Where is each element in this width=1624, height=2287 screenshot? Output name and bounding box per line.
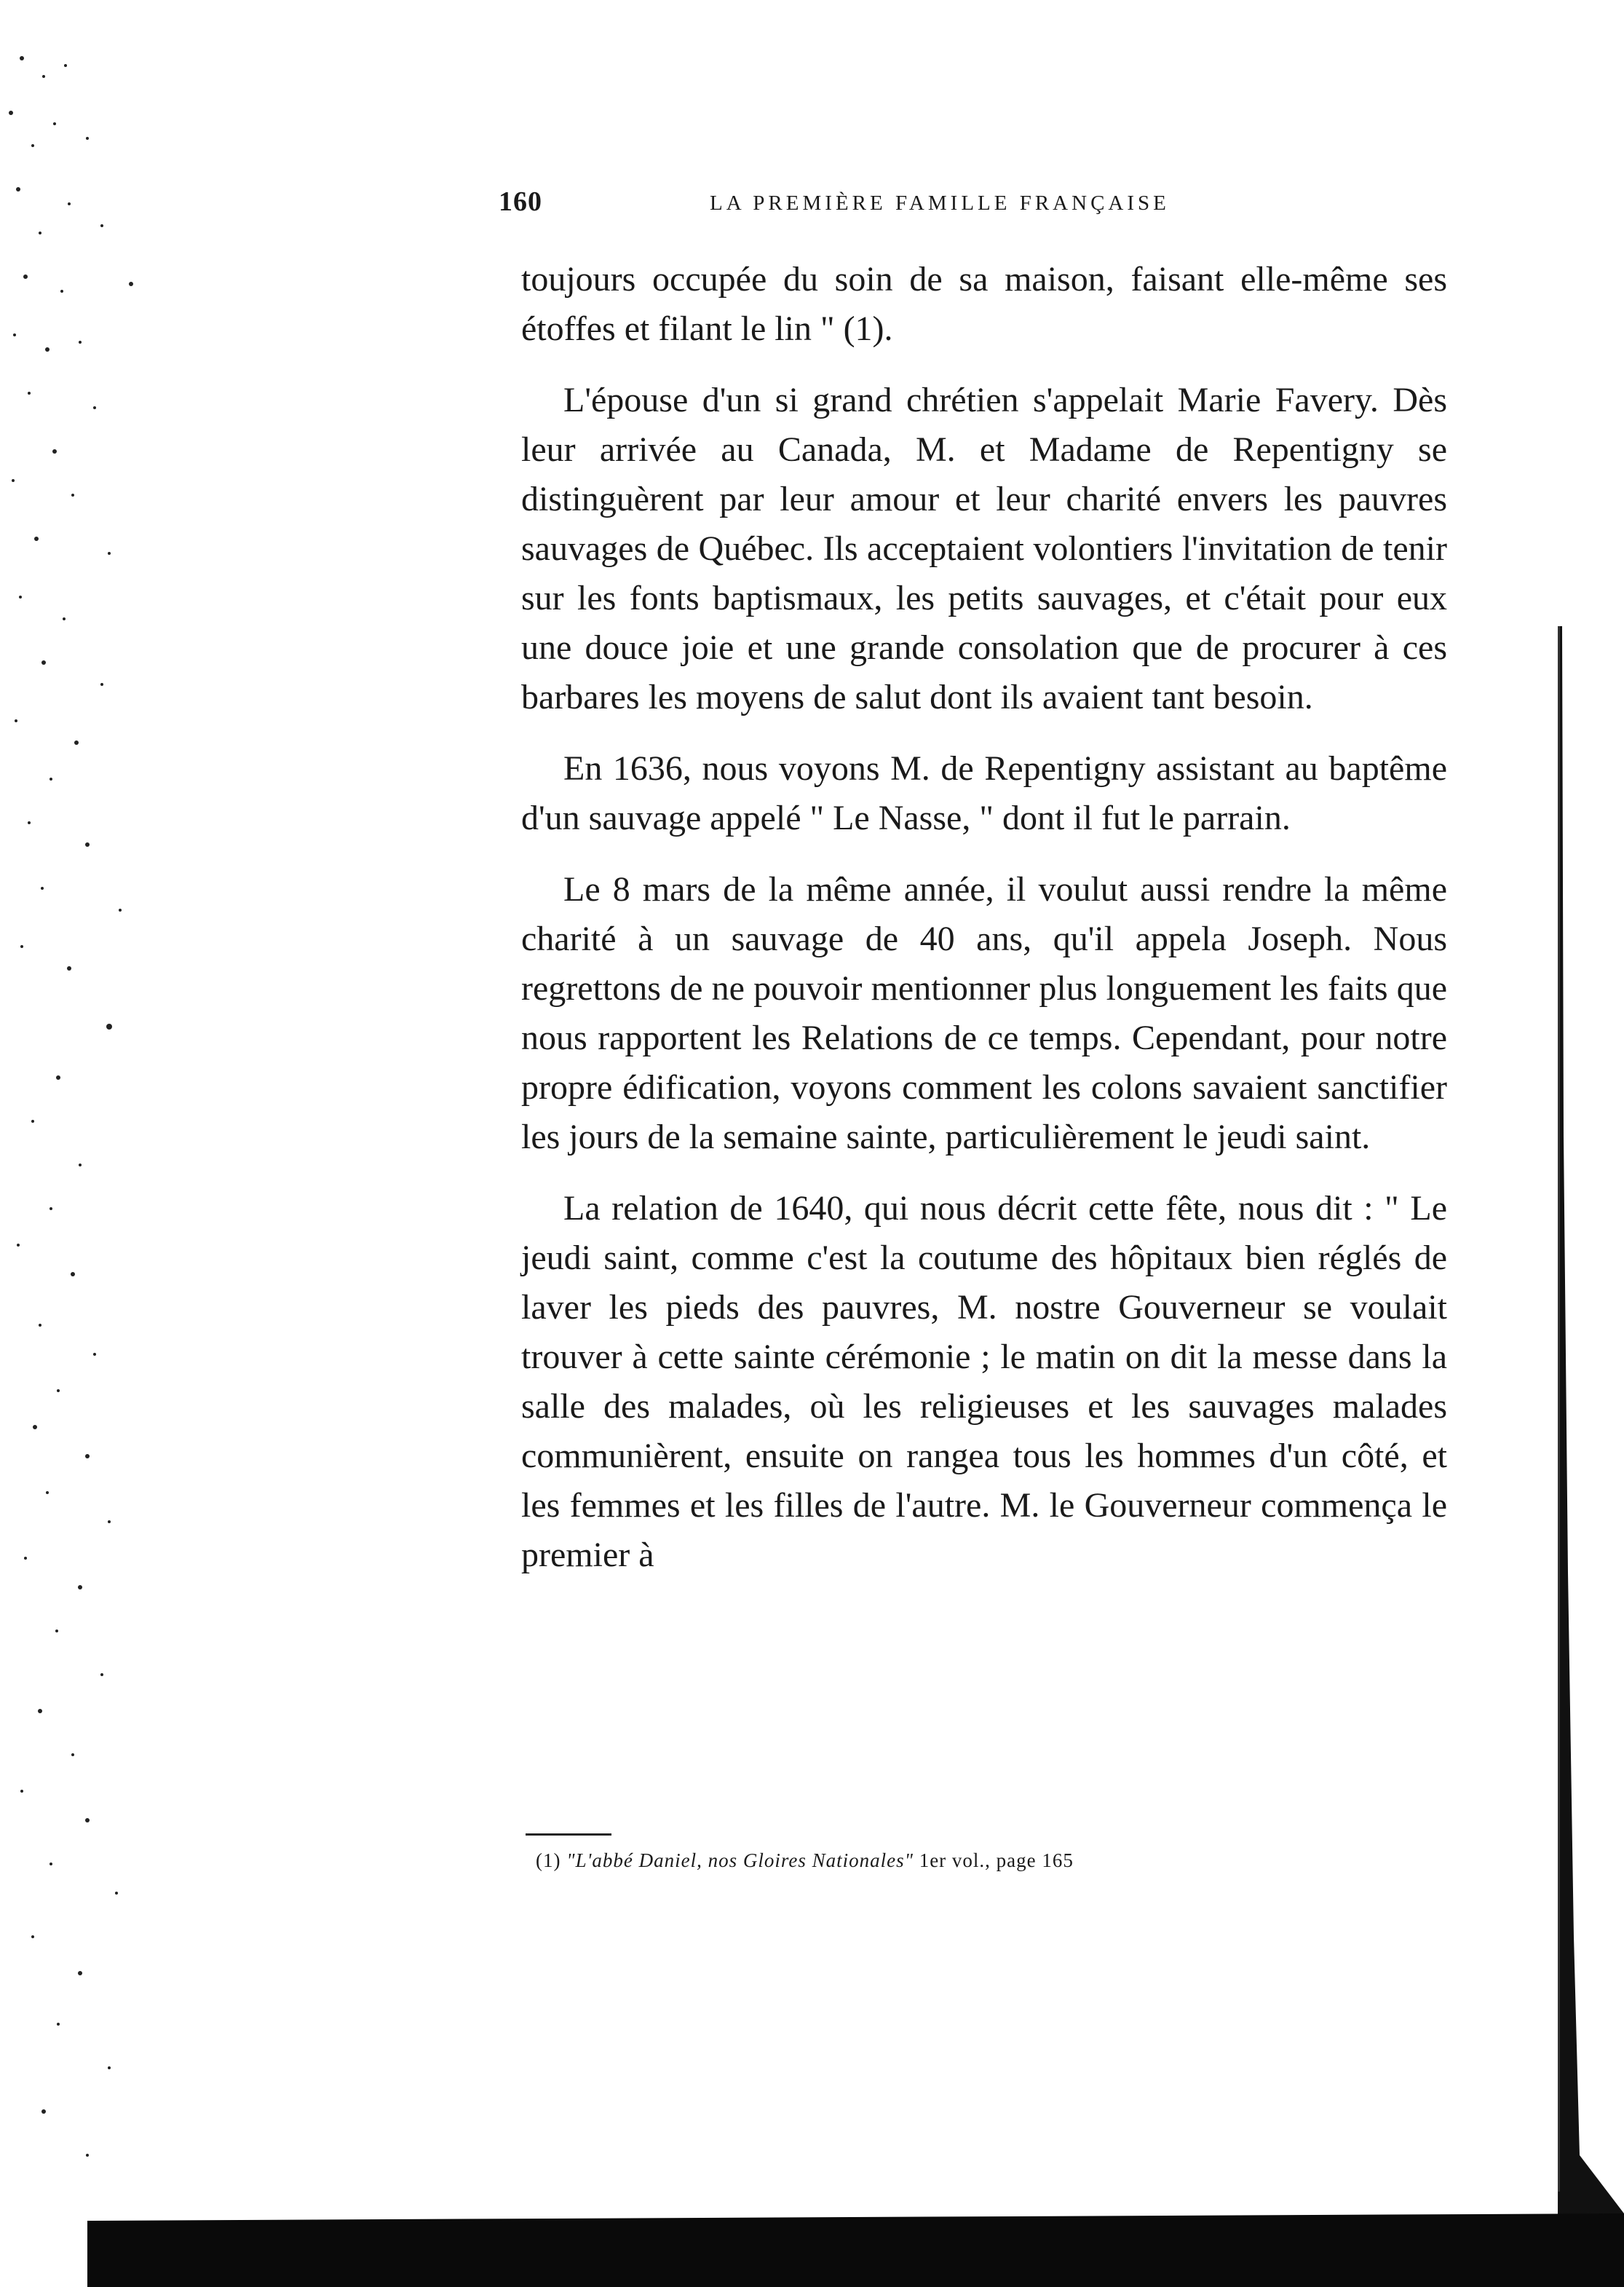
paragraph-2: L'épouse d'un si grand chrétien s'appelait Marie Favery. Dès leur arrivée au Canada, M. et Madame de Repentigny se distinguèrent par leur amour et leur charité envers les pauvres sauvages de Québec. Ils acceptaient volontiers l'invitation de tenir sur les fonts baptismaux, les petits sauvages, et c'était pour eux une douce joie et une grande consolation que de procurer à ces barbares les moyens de salut dont ils avaient tant besoin. <box>521 381 1447 716</box>
scan-speckle-margin <box>0 44 146 2199</box>
body-text <box>521 255 1447 1602</box>
running-title: LA PREMIÈRE FAMILLE FRANÇAISE <box>710 191 1170 215</box>
footnote-reference: 1er vol., page 165 <box>919 1849 1074 1871</box>
page-header <box>499 186 1459 229</box>
footnote <box>536 1846 1453 1875</box>
scan-right-edge <box>1558 626 1624 2243</box>
footnote-divider <box>526 1833 611 1836</box>
page-number: 160 <box>499 186 542 217</box>
paragraph-3: En 1636, nous voyons M. de Repentigny assistant au baptême d'un sauvage appelé " Le Nasse, " dont il fut le parrain. <box>521 749 1447 837</box>
footnote-title: "L'abbé Daniel, nos Gloires Nationales" <box>566 1849 914 1871</box>
paragraph-1: toujours occupée du soin de sa maison, faisant elle-même ses étoffes et filant le lin " (1). <box>521 260 1447 348</box>
scan-bottom-band <box>87 2213 1624 2287</box>
footnote-marker: (1) <box>536 1849 561 1871</box>
paragraph-4: Le 8 mars de la même année, il voulut aussi rendre la même charité à un sauvage de 40 ans, qu'il appela Joseph. Nous regrettons de ne pouvoir mentionner plus longuement les faits que nous rapportent les Relations de ce temps. Cependant, pour notre propre édification, voyons comment les colons savaient sanctifier les jours de la semaine sainte, particulièrement le jeudi saint. <box>521 870 1447 1156</box>
paragraph-5: La relation de 1640, qui nous décrit cette fête, nous dit : " Le jeudi saint, comme c'est la coutume des hôpitaux bien réglés de laver les pieds des pauvres, M. nostre Gouverneur se voulait trouver à cette sainte cérémonie ; le matin on dit la messe dans la salle des malades, où les religieuses et les sauvages malades communièrent, ensuite on rangea tous les hommes d'un côté, et les femmes et les filles de l'autre. M. le Gouverneur commença le premier à <box>521 1189 1447 1574</box>
